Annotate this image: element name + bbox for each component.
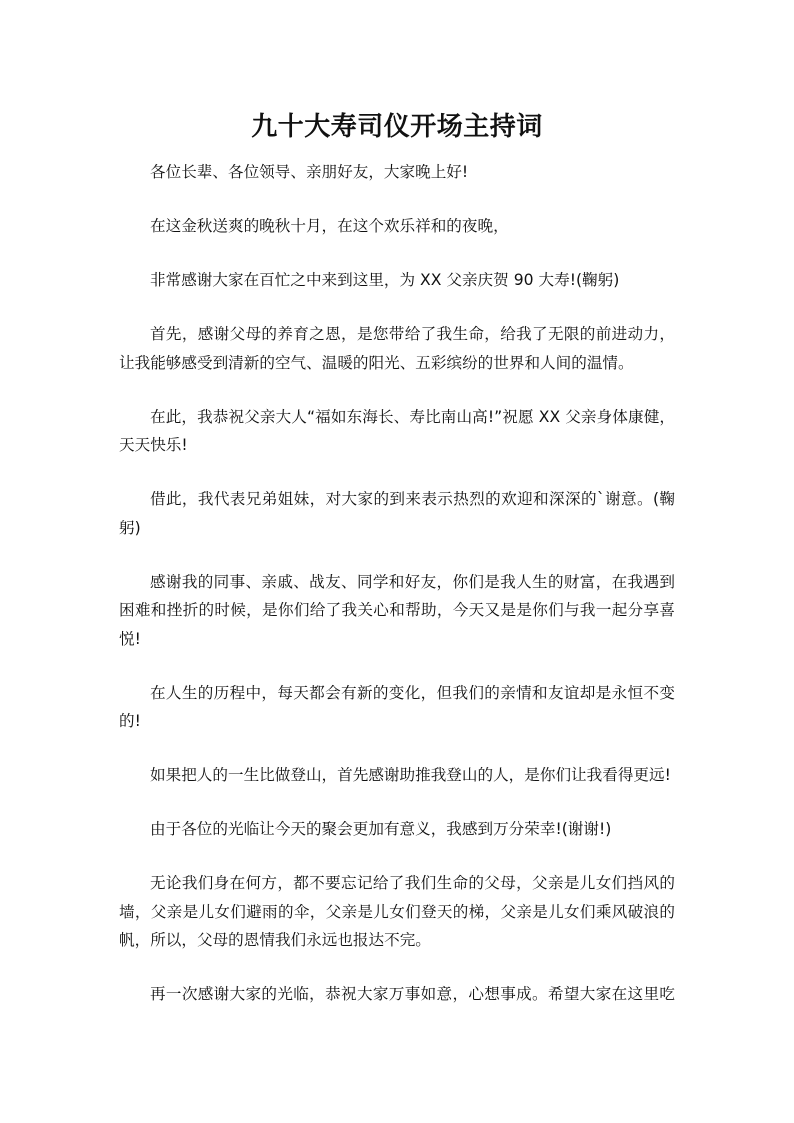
paragraph-line: 非常感谢大家在百忙之中来到这里，为 XX 父亲庆贺 90 大寿!(鞠躬): [150, 271, 620, 289]
paragraph: [119, 568, 675, 654]
paragraph: [119, 679, 675, 736]
paragraph-line: 再一次感谢大家的光临，恭祝大家万事如意，心想事成。希望大家在这里吃: [150, 985, 675, 1003]
paragraph-line: 困难和挫折的时候，是你们给了我关心和帮助，今天又是是你们与我一起分享喜: [119, 601, 675, 619]
paragraph-line: 首先，感谢父母的养育之恩，是您带给了我生命，给我了无限的前进动力，: [150, 325, 675, 343]
paragraph: [119, 158, 675, 187]
paragraph-line: 在人生的历程中，每天都会有新的变化，但我们的亲情和友谊却是永恒不变: [150, 683, 675, 702]
paragraph: [119, 212, 675, 241]
paragraph-line: 悦!: [119, 629, 141, 648]
paragraph-line: 各位长辈、各位领导、亲朋好友，大家晚上好!: [150, 163, 469, 181]
paragraph-line: 躬): [119, 518, 141, 537]
paragraph-line: 墙，父亲是儿女们避雨的伞，父亲是儿女们登天的梯，父亲是儿女们乘风破浪的: [119, 902, 675, 921]
paragraph: [119, 815, 675, 844]
paragraph-line: 让我能够感受到清新的空气、温暖的阳光、五彩缤纷的世界和人间的温情。: [119, 353, 634, 372]
paragraph: [119, 266, 675, 295]
paragraph: [119, 980, 675, 1009]
paragraph-line: 在此，我恭祝父亲大人“福如东海长、寿比南山高!”祝愿 XX 父亲身体康健，: [150, 407, 675, 426]
paragraph-line: 借此，我代表兄弟姐妹，对大家的到来表示热烈的欢迎和深深的`谢意。(鞠: [150, 490, 675, 508]
paragraph-line: 在这金秋送爽的晚秋十月，在这个欢乐祥和的夜晚，: [150, 217, 509, 235]
paragraph: [119, 761, 675, 790]
paragraph-line: 如果把人的一生比做登山，首先感谢助推我登山的人，是你们让我看得更远!: [150, 766, 671, 784]
paragraph: [119, 403, 675, 460]
document-body: [119, 158, 675, 1034]
paragraph: [119, 320, 675, 377]
paragraph-line: 由于各位的光临让今天的聚会更加有意义，我感到万分荣幸!(谢谢!): [150, 820, 612, 838]
paragraph-line: 的!: [119, 712, 141, 730]
paragraph-line: 帆，所以，父母的恩情我们永远也报达不完。: [119, 931, 431, 949]
paragraph: [119, 869, 675, 955]
paragraph: [119, 485, 675, 542]
paragraph-line: 无论我们身在何方，都不要忘记给了我们生命的父母，父亲是儿女们挡风的: [150, 874, 675, 892]
paragraph-line: 天天快乐!: [119, 436, 188, 454]
paragraph-line: 感谢我的同事、亲戚、战友、同学和好友，你们是我人生的财富，在我遇到: [150, 572, 675, 591]
document-title: 九十大寿司仪开场主持词: [251, 112, 543, 142]
